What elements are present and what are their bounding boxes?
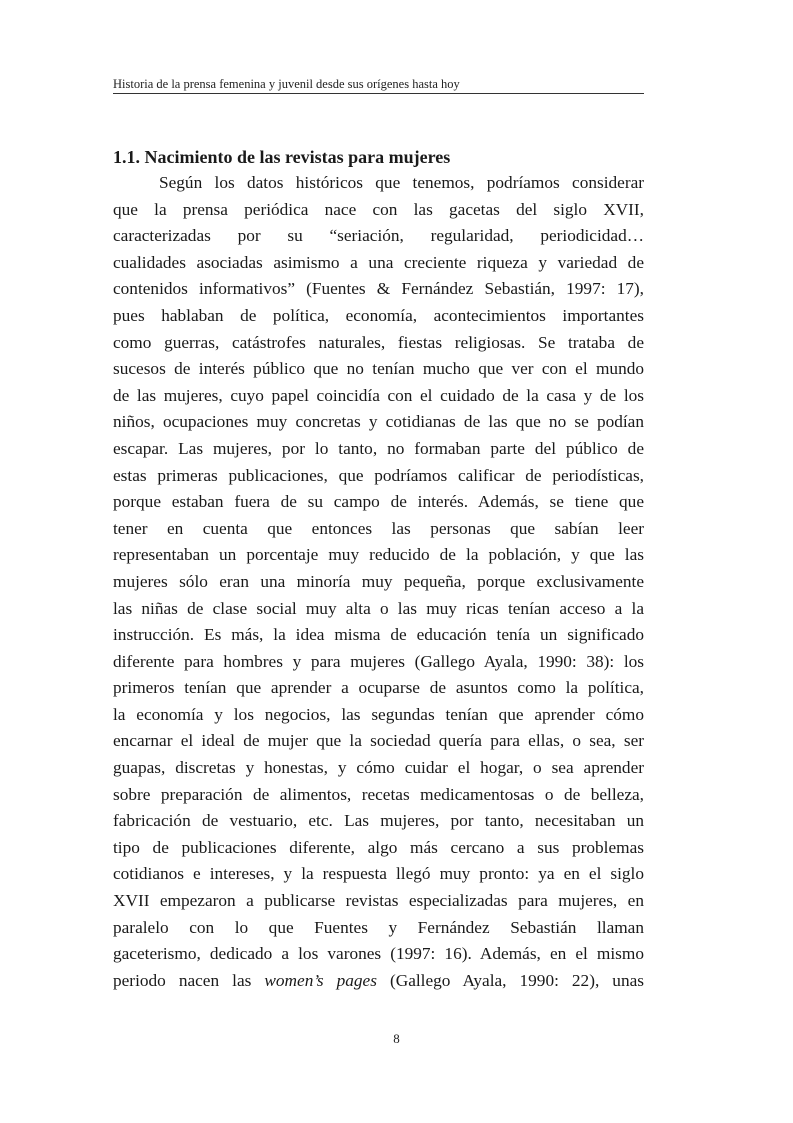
body-line: pues hablaban de política, economía, acontecimientos importantes — [113, 305, 644, 325]
last-line-after: (Gallego Ayala, 1990: 22), unas — [389, 970, 644, 990]
body-line-last — [113, 968, 644, 995]
last-line-emphasis: women’s pages — [264, 970, 377, 990]
body-paragraph — [113, 170, 644, 994]
body-line: primeros tenían que aprender a ocuparse de asuntos como la política, — [113, 678, 644, 698]
page-content — [113, 144, 644, 994]
body-line: instrucción. Es más, la idea misma de educación tenía un significado — [113, 625, 644, 645]
body-line: gaceterismo, dedicado a los varones (1997: 16). Además, en el mismo — [113, 944, 644, 964]
section-heading: 1.1. Nacimiento de las revistas para mujeres — [113, 147, 451, 167]
body-line: mujeres sólo eran una minoría muy pequeña, porque exclusivamente — [113, 571, 644, 591]
body-line: paralelo con lo que Fuentes y Fernández Sebastián llaman — [113, 917, 644, 937]
body-line: las niñas de clase social muy alta o las muy ricas tenían acceso a la — [113, 598, 644, 618]
running-header-title: Historia de la prensa femenina y juvenil desde sus orígenes hasta hoy — [113, 77, 460, 91]
body-line: diferente para hombres y para mujeres (Gallego Ayala, 1990: 38): los — [113, 651, 644, 671]
body-line: cualidades asociadas asimismo a una creciente riqueza y variedad de — [113, 252, 644, 272]
body-line: sucesos de interés público que no tenían mucho que ver con el mundo — [113, 359, 644, 379]
body-line: niños, ocupaciones muy concretas y cotidianas de las que no se podían — [113, 412, 644, 432]
body-line: fabricación de vestuario, etc. Las mujeres, por tanto, necesitaban un — [113, 811, 644, 831]
body-line: sobre preparación de alimentos, recetas medicamentosas o de belleza, — [113, 784, 644, 804]
body-line: escapar. Las mujeres, por lo tanto, no formaban parte del público de — [113, 438, 644, 458]
last-line-before: periodo nacen las — [113, 970, 252, 990]
body-line: de las mujeres, cuyo papel coincidía con el cuidado de la casa y de los — [113, 385, 644, 405]
body-line: caracterizadas por su “seriación, regularidad, periodicidad… — [113, 226, 644, 246]
body-line: porque estaban fuera de su campo de interés. Además, se tiene que — [113, 492, 644, 512]
body-line: representaban un porcentaje muy reducido de la población, y que las — [113, 545, 644, 565]
body-line: contenidos informativos” (Fuentes & Fernández Sebastián, 1997: 17), — [113, 279, 644, 299]
body-line: tipo de publicaciones diferente, algo más cercano a sus problemas — [113, 837, 644, 857]
page-number: 8 — [393, 1031, 400, 1046]
body-line: XVII empezaron a publicarse revistas especializadas para mujeres, en — [113, 891, 644, 911]
body-line: como guerras, catástrofes naturales, fiestas religiosas. Se trataba de — [113, 332, 644, 352]
body-line: la economía y los negocios, las segundas tenían que aprender cómo — [113, 704, 644, 724]
body-line: tener en cuenta que entonces las personas que sabían leer — [113, 518, 644, 538]
running-header — [113, 75, 644, 94]
body-line: guapas, discretas y honestas, y cómo cuidar el hogar, o sea aprender — [113, 758, 644, 778]
body-line: estas primeras publicaciones, que podríamos calificar de periodísticas, — [113, 465, 644, 485]
body-line: que la prensa periódica nace con las gacetas del siglo XVII, — [113, 199, 644, 219]
body-line: Según los datos históricos que tenemos, podríamos considerar — [159, 173, 644, 192]
body-line: cotidianos e intereses, y la respuesta llegó muy pronto: ya en el siglo — [113, 864, 644, 884]
body-line: encarnar el ideal de mujer que la sociedad quería para ellas, o sea, ser — [113, 731, 644, 751]
